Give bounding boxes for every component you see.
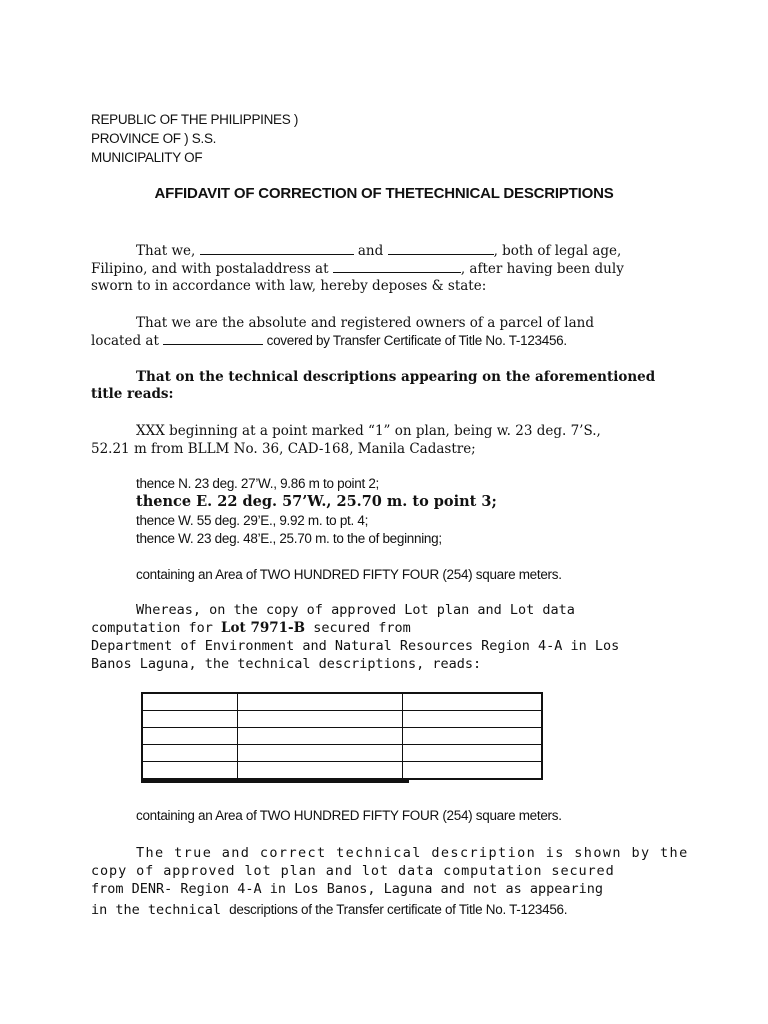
para5-line1: Whereas, on the copy of approved Lot plan and Lot data (136, 602, 575, 618)
para2-text-located: located at (91, 333, 164, 349)
table-row (142, 711, 542, 728)
lot-number: Lot 7971-B (221, 620, 306, 636)
para6-line3: from DENR- Region 4-A in Los Banos, Laguna and not as appearing (91, 881, 604, 897)
para5-text-computation: computation for (91, 620, 222, 636)
document-title: AFFIDAVIT OF CORRECTION OF THETECHNICAL DESCRIPTIONS (154, 185, 614, 202)
para2-line1: That we are the absolute and registered owners of a parcel of land (136, 315, 594, 331)
para1-line2 (91, 260, 624, 277)
name-blank-2 (388, 242, 494, 255)
para1-line3: sworn to in accordance with law, hereby deposes & state: (91, 278, 487, 294)
header-municipality: MUNICIPALITY OF (91, 150, 203, 165)
table-cell (403, 745, 543, 762)
para5-line3: Department of Environment and Natural Resources Region 4-A in Los (91, 638, 620, 654)
table-cell (238, 745, 403, 762)
para1-text-c: , both of legal age, (493, 243, 622, 259)
para6-line1: The true and correct technical description is shown by the (136, 845, 689, 861)
table-cell (403, 711, 543, 728)
table-cell (238, 711, 403, 728)
para4-line2: 52.21 m from BLLM No. 36, CAD-168, Manila Cadastre; (91, 441, 476, 457)
table-cell (403, 728, 543, 745)
header-republic: REPUBLIC OF THE PHILIPPINES ) (91, 112, 299, 127)
thence-line-4: thence W. 23 deg. 48’E., 25.70 m. to the of beginning; (136, 531, 442, 546)
area-statement-2: containing an Area of TWO HUNDRED FIFTY FOUR (254) square meters. (136, 808, 562, 823)
name-blank-1 (200, 242, 354, 255)
thence-line-2: thence E. 22 deg. 57’W., 25.70 m. to point 3; (136, 493, 497, 510)
thence-line-1: thence N. 23 deg. 27’W., 9.86 m to point 2; (136, 476, 380, 491)
header-province: PROVINCE OF ) S.S. (91, 131, 217, 146)
para1-line1 (136, 242, 621, 259)
para6-line4 (91, 899, 567, 918)
para5-line4: Banos Laguna, the technical descriptions, reads: (91, 656, 482, 672)
para6-line2: copy of approved lot plan and lot data computation secured (91, 863, 615, 879)
table-row (142, 762, 542, 780)
para6-text-technical: in the technical (91, 902, 230, 918)
location-blank (163, 332, 263, 345)
table-cell (238, 728, 403, 745)
table-row (142, 745, 542, 762)
para5-text-secured: secured from (305, 620, 411, 636)
para1-text-a: That we, (136, 243, 200, 259)
table-underline (141, 780, 409, 783)
para6-text-title: descriptions of the Transfer certificate of Title No. T-123456. (229, 902, 568, 917)
para3-line2: title reads: (91, 386, 174, 402)
table-cell (142, 711, 238, 728)
para4-line1: XXX beginning at a point marked “1” on plan, being w. 23 deg. 7’S., (136, 423, 601, 439)
table-row (142, 693, 542, 711)
para1-text-b: and (353, 243, 388, 259)
table-cell (238, 762, 403, 780)
thence-line-3: thence W. 55 deg. 29’E., 9.92 m. to pt. 4; (136, 513, 369, 528)
table-cell (142, 728, 238, 745)
para5-line2 (91, 620, 411, 636)
table-cell (142, 693, 238, 711)
table-cell (403, 693, 543, 711)
area-statement-1: containing an Area of TWO HUNDRED FIFTY FOUR (254) square meters. (136, 567, 562, 582)
para1-text-address: Filipino, and with postaladdress at (91, 261, 333, 277)
table-cell (403, 762, 543, 780)
para1-text-sworn: , after having been duly (460, 261, 624, 277)
para3-line1: That on the technical descriptions appearing on the aforementioned (136, 369, 656, 385)
para2-text-title: covered by Transfer Certificate of Title No. T-123456. (263, 333, 567, 348)
para2-line2 (91, 332, 567, 349)
address-blank (333, 260, 461, 273)
table-cell (142, 762, 238, 780)
table-cell (238, 693, 403, 711)
table-row (142, 728, 542, 745)
technical-description-table (141, 692, 543, 780)
table-cell (142, 745, 238, 762)
